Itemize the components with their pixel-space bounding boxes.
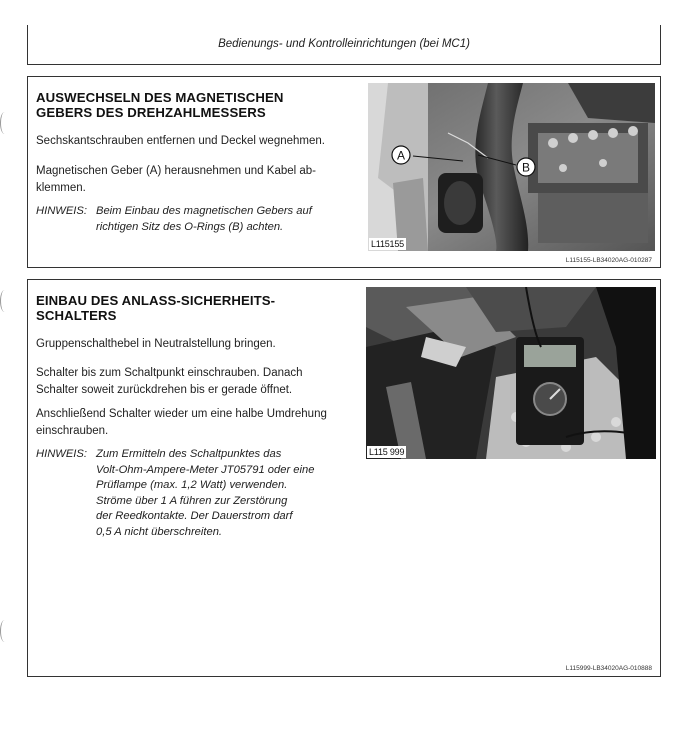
- instruction-paragraph: [36, 336, 346, 353]
- binder-mark-bottom: [0, 620, 9, 642]
- reference-code: L115999-LB34020AG-010888: [565, 665, 652, 672]
- text-line: Schalter bis zum Schaltpunkt einschrauben. Danach: [36, 367, 303, 379]
- section-title: [36, 293, 275, 323]
- text-line: Gruppenschalthebel in Neutralstellung bringen.: [36, 338, 276, 350]
- instruction-paragraph: [36, 406, 346, 439]
- note-text: Ströme über 1 A führen zur Zerstörung: [96, 494, 288, 507]
- title-line: SCHALTERS: [36, 308, 117, 323]
- title-line: AUSWECHSELN DES MAGNETISCHEN: [36, 90, 284, 105]
- note-first-line: [36, 447, 356, 463]
- note-first-line: [36, 204, 356, 220]
- section-magnetic-sensor: [27, 76, 661, 268]
- note-label: HINWEIS:: [36, 448, 87, 460]
- note-text: der Reedkontakte. Der Dauerstrom darf: [96, 510, 293, 522]
- text-line: Sechskantschrauben entfernen und Deckel wegnehmen.: [36, 135, 325, 147]
- reference-code: L115155-LB34020AG-010287: [565, 257, 652, 264]
- multimeter-photo: [366, 287, 656, 459]
- note-text: Volt-Ohm-Ampere-Meter JT05791 oder eine: [96, 463, 315, 476]
- instruction-paragraph: [36, 365, 346, 398]
- text-line: Anschließend Schalter wieder um eine halbe Umdrehung: [36, 408, 327, 420]
- photo-label: L115 999: [369, 447, 405, 457]
- section-title: [36, 90, 284, 120]
- binder-mark-top: [0, 112, 9, 134]
- instruction-paragraph: [36, 163, 346, 196]
- text-line: einschrauben.: [36, 424, 109, 437]
- title-line: EINBAU DES ANLASS-SICHERHEITS-: [36, 293, 276, 308]
- photo-label: L115155: [371, 239, 404, 249]
- section-safety-switch: [27, 279, 661, 677]
- text-line: Magnetischen Geber (A) herausnehmen und Kabel ab-: [36, 165, 317, 177]
- note-text: richtigen Sitz des O-Rings (B) achten.: [96, 220, 284, 233]
- instruction-paragraph: [36, 133, 346, 150]
- text-line: Schalter soweit zurückdrehen bis er gerade öffnet.: [36, 383, 293, 396]
- note-text: 0,5 A nicht überschreiten.: [96, 525, 223, 538]
- page-header: [27, 25, 661, 65]
- note-text: Zum Ermitteln des Schaltpunktes das: [96, 448, 282, 460]
- note-text: Beim Einbau des magnetischen Gebers auf: [96, 205, 312, 217]
- note-label: HINWEIS:: [36, 205, 87, 217]
- binder-mark-middle: [0, 290, 9, 312]
- title-line: GEBERS DES DREHZAHLMESSERS: [36, 105, 266, 120]
- callout-b: B: [521, 160, 531, 175]
- note-block: [36, 204, 356, 235]
- note-text: Prüflampe (max. 1,2 Watt) verwenden.: [96, 479, 288, 491]
- note-block: [36, 447, 356, 540]
- page-header-title: Bedienungs- und Kontrolleinrichtungen (bei MC1): [218, 38, 470, 50]
- callout-a: A: [396, 148, 406, 163]
- text-line: klemmen.: [36, 181, 86, 194]
- engine-sensor-photo: [368, 83, 655, 251]
